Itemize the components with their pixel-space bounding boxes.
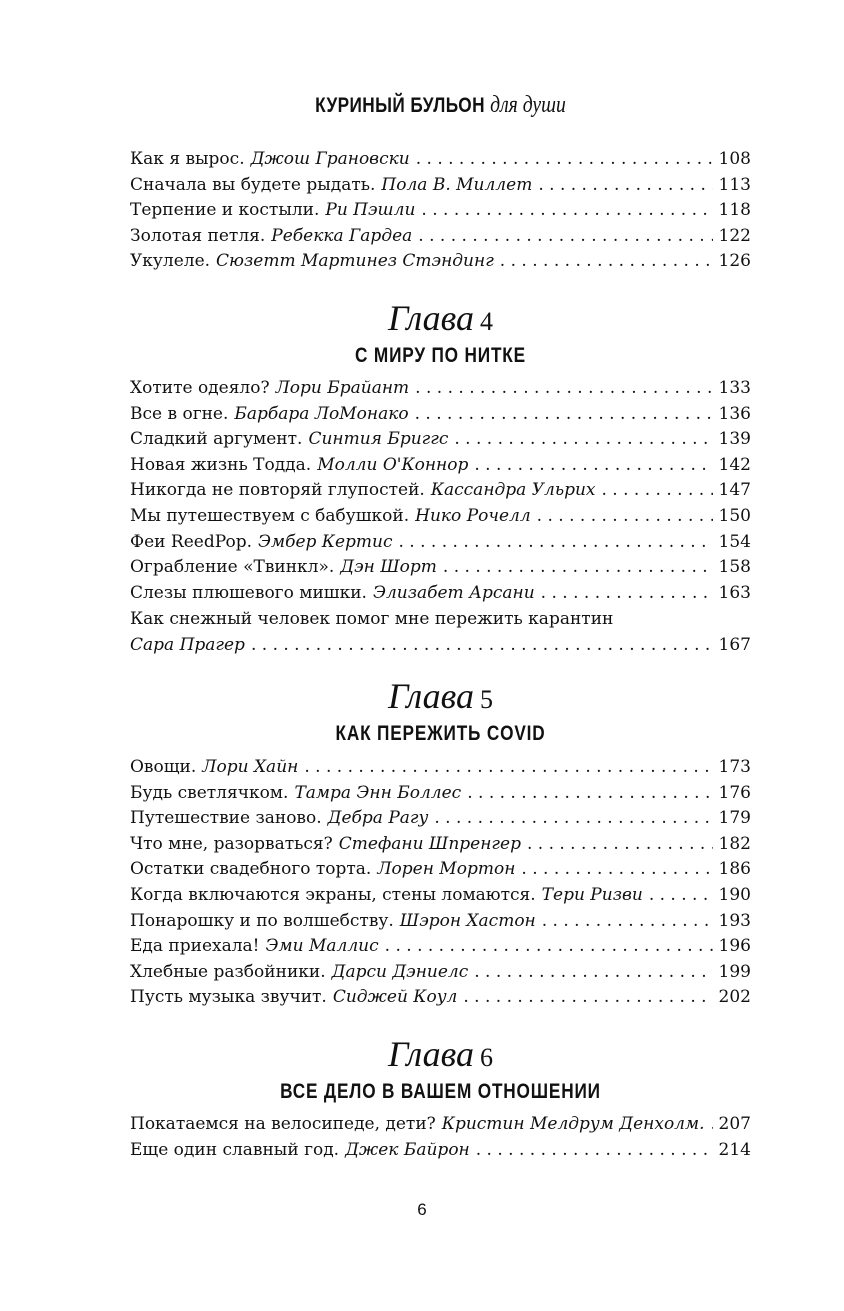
chapter-5-header — [130, 676, 751, 746]
entry-author: Лорен Мортон — [377, 859, 516, 880]
toc-entry — [130, 173, 751, 199]
dot-leader — [537, 504, 713, 530]
entry-author: Ребекка Гардеа — [271, 225, 413, 246]
toc-entry — [130, 530, 751, 556]
entry-title: Еще один славный год. — [130, 1139, 340, 1160]
entry-author: Джек Байрон — [345, 1139, 470, 1160]
chapter-heading: ВСЕ ДЕЛО В ВАШЕМ ОТНОШЕНИИ — [280, 1080, 601, 1103]
entry-author: Сиджей Коул — [332, 987, 458, 1008]
entry-page: 139 — [718, 429, 751, 450]
dot-leader — [415, 376, 712, 402]
entry-page: 150 — [718, 505, 751, 526]
entry-title: Будь светлячком. — [130, 782, 289, 803]
entry-author: Стефани Шпренгер — [338, 833, 521, 854]
dot-leader — [527, 832, 713, 858]
toc-entry — [130, 857, 751, 883]
entry-author: Лори Хайн — [202, 757, 299, 777]
toc-long-entry — [130, 607, 751, 658]
entry-author: Лори Брайант — [275, 378, 410, 398]
dot-leader — [711, 1112, 713, 1138]
dot-leader — [418, 224, 712, 250]
entry-author: Барбара ЛоМонако — [234, 403, 409, 424]
entry-author: Дарси Дэниелс — [331, 961, 469, 982]
dot-leader — [416, 147, 713, 173]
entry-author: Тери Ризви — [541, 884, 643, 905]
entry-author: Элизабет Арсани — [372, 582, 535, 603]
entry-title: Хотите одеяло? — [130, 378, 270, 398]
dot-leader — [500, 249, 713, 275]
dot-leader — [434, 806, 712, 832]
toc-entry — [130, 147, 751, 173]
dot-leader — [463, 985, 712, 1011]
dot-leader — [304, 755, 712, 781]
entry-author: Ри Пэшли — [325, 200, 416, 221]
toc-entry — [130, 224, 751, 250]
dot-leader — [385, 934, 713, 960]
toc-entry — [130, 581, 751, 607]
toc-section-top — [130, 147, 751, 275]
entry-title: Новая жизнь Тодда. — [130, 454, 312, 475]
toc-entry — [130, 1112, 751, 1138]
entry-title: Как снежный человек помог мне пережить карантин — [130, 609, 614, 629]
dot-leader — [467, 781, 712, 807]
running-head-script: для души — [490, 92, 566, 118]
toc-entry — [130, 504, 751, 530]
entry-page: 167 — [718, 634, 751, 655]
entry-title: Ограбление «Твинкл». — [130, 557, 335, 578]
entry-page: 118 — [718, 200, 751, 221]
toc-section-chapter-4 — [130, 376, 751, 606]
entry-author: Кристин Мелдрум Денхолм. — [441, 1114, 705, 1134]
entry-title: Когда включаются экраны, стены ломаются. — [130, 884, 536, 905]
entry-title: Покатаемся на велосипеде, дети? — [130, 1114, 436, 1134]
dot-leader — [521, 857, 712, 883]
toc-entry — [130, 934, 751, 960]
entry-title: Мы путешествуем с бабушкой. — [130, 505, 410, 526]
toc-entry — [130, 832, 751, 858]
entry-title: Все в огне. — [130, 403, 229, 424]
entry-author: Сара Прагер — [130, 634, 245, 655]
toc-entry — [130, 376, 751, 402]
dot-leader — [251, 633, 713, 659]
entry-page: 147 — [718, 480, 751, 501]
entry-page: 126 — [718, 251, 751, 272]
entry-page: 196 — [718, 936, 751, 957]
entry-title: Феи ReedPop. — [130, 531, 252, 552]
dot-leader — [474, 960, 712, 986]
entry-title: Золотая петля. — [130, 225, 266, 246]
entry-title: Никогда не повторяй глупостей. — [130, 480, 425, 501]
toc-entry — [130, 909, 751, 935]
chapter-number: 4 — [480, 307, 494, 336]
toc-entry — [130, 755, 751, 781]
entry-page: 113 — [718, 174, 751, 195]
entry-title: Овощи. — [130, 757, 197, 777]
entry-author: Эми Маллис — [265, 936, 379, 957]
dot-leader — [421, 198, 712, 224]
chapter-number: 6 — [480, 1043, 494, 1072]
entry-page: 163 — [718, 582, 751, 603]
chapter-heading: КАК ПЕРЕЖИТЬ COVID — [335, 722, 546, 745]
toc-entry — [130, 883, 751, 909]
entry-page: 136 — [718, 403, 751, 424]
chapter-label: Глава — [387, 1034, 475, 1074]
running-head-title: КУРИНЫЙ БУЛЬОН — [315, 94, 485, 117]
chapter-number: 5 — [480, 685, 494, 714]
entry-title: Что мне, разорваться? — [130, 833, 333, 854]
toc-entry — [130, 806, 751, 832]
dot-leader — [538, 173, 712, 199]
entry-page: 122 — [718, 225, 751, 246]
dot-leader — [542, 909, 713, 935]
entry-page: 214 — [718, 1139, 751, 1160]
entry-author: Синтия Бриггс — [308, 429, 449, 450]
entry-title: Как я вырос. — [130, 149, 245, 169]
entry-page: 133 — [718, 378, 751, 398]
toc-entry — [130, 478, 751, 504]
toc-entry — [130, 781, 751, 807]
chapter-label: Глава — [387, 676, 475, 716]
dot-leader — [649, 883, 713, 909]
toc-entry — [130, 555, 751, 581]
running-head — [186, 92, 695, 119]
dot-leader — [415, 402, 713, 428]
dot-leader — [474, 453, 712, 479]
entry-page: 202 — [718, 987, 751, 1008]
toc-section-chapter-5 — [130, 755, 751, 1011]
entry-page: 142 — [718, 454, 751, 475]
entry-author: Тамра Энн Боллес — [294, 782, 462, 803]
dot-leader — [541, 581, 713, 607]
dot-leader — [399, 530, 713, 556]
dot-leader — [454, 427, 712, 453]
chapter-4-header — [130, 298, 751, 368]
entry-author: Пола В. Миллет — [381, 174, 533, 195]
toc-entry — [130, 1138, 751, 1164]
entry-page: 193 — [718, 910, 751, 931]
entry-title: Путешествие заново. — [130, 808, 322, 829]
entry-page: 158 — [718, 557, 751, 578]
entry-page: 186 — [718, 859, 751, 880]
toc-entry — [130, 198, 751, 224]
entry-page: 207 — [718, 1114, 751, 1134]
entry-author: Дебра Рагу — [327, 808, 429, 829]
toc-section-chapter-6 — [130, 1112, 751, 1163]
entry-title: Сначала вы будете рыдать. — [130, 174, 376, 195]
entry-page: 199 — [718, 961, 751, 982]
entry-title: Понарошку и по волшебству. — [130, 910, 394, 931]
entry-page: 179 — [718, 808, 751, 829]
entry-page: 108 — [718, 149, 751, 169]
entry-author: Шэрон Хастон — [399, 910, 536, 931]
entry-page: 182 — [718, 833, 751, 854]
chapter-6-header — [130, 1034, 751, 1104]
toc-entry — [130, 249, 751, 275]
toc-entry — [130, 402, 751, 428]
entry-title: Хлебные разбойники. — [130, 961, 326, 982]
entry-page: 190 — [718, 884, 751, 905]
chapter-label: Глава — [387, 298, 475, 338]
entry-title: Остатки свадебного торта. — [130, 859, 372, 880]
entry-author: Нико Рочелл — [415, 505, 531, 526]
entry-author: Сюзетт Мартинез Стэндинг — [216, 251, 494, 272]
entry-title: Еда приехала! — [130, 936, 260, 957]
toc-entry — [130, 453, 751, 479]
toc-entry — [130, 427, 751, 453]
entry-page: 173 — [718, 757, 751, 777]
dot-leader — [443, 555, 713, 581]
entry-title: Слезы плюшевого мишки. — [130, 582, 367, 603]
entry-title: Сладкий аргумент. — [130, 429, 303, 450]
entry-author: Кассандра Ульрих — [430, 480, 596, 501]
entry-author: Молли О'Коннор — [317, 454, 469, 475]
entry-author: Дэн Шорт — [340, 557, 437, 578]
dot-leader — [602, 478, 713, 504]
entry-title: Терпение и костыли. — [130, 200, 320, 221]
page-number: 6 — [417, 1200, 427, 1219]
entry-author: Джош Грановски — [250, 149, 410, 169]
entry-page: 154 — [718, 531, 751, 552]
entry-page: 176 — [718, 782, 751, 803]
entry-author: Эмбер Кертис — [257, 531, 393, 552]
entry-title: Пусть музыка звучит. — [130, 987, 327, 1008]
dot-leader — [476, 1138, 713, 1164]
entry-title: Укулеле. — [130, 251, 211, 272]
toc-entry — [130, 985, 751, 1011]
chapter-heading: С МИРУ ПО НИТКЕ — [355, 344, 526, 367]
toc-entry — [130, 960, 751, 986]
